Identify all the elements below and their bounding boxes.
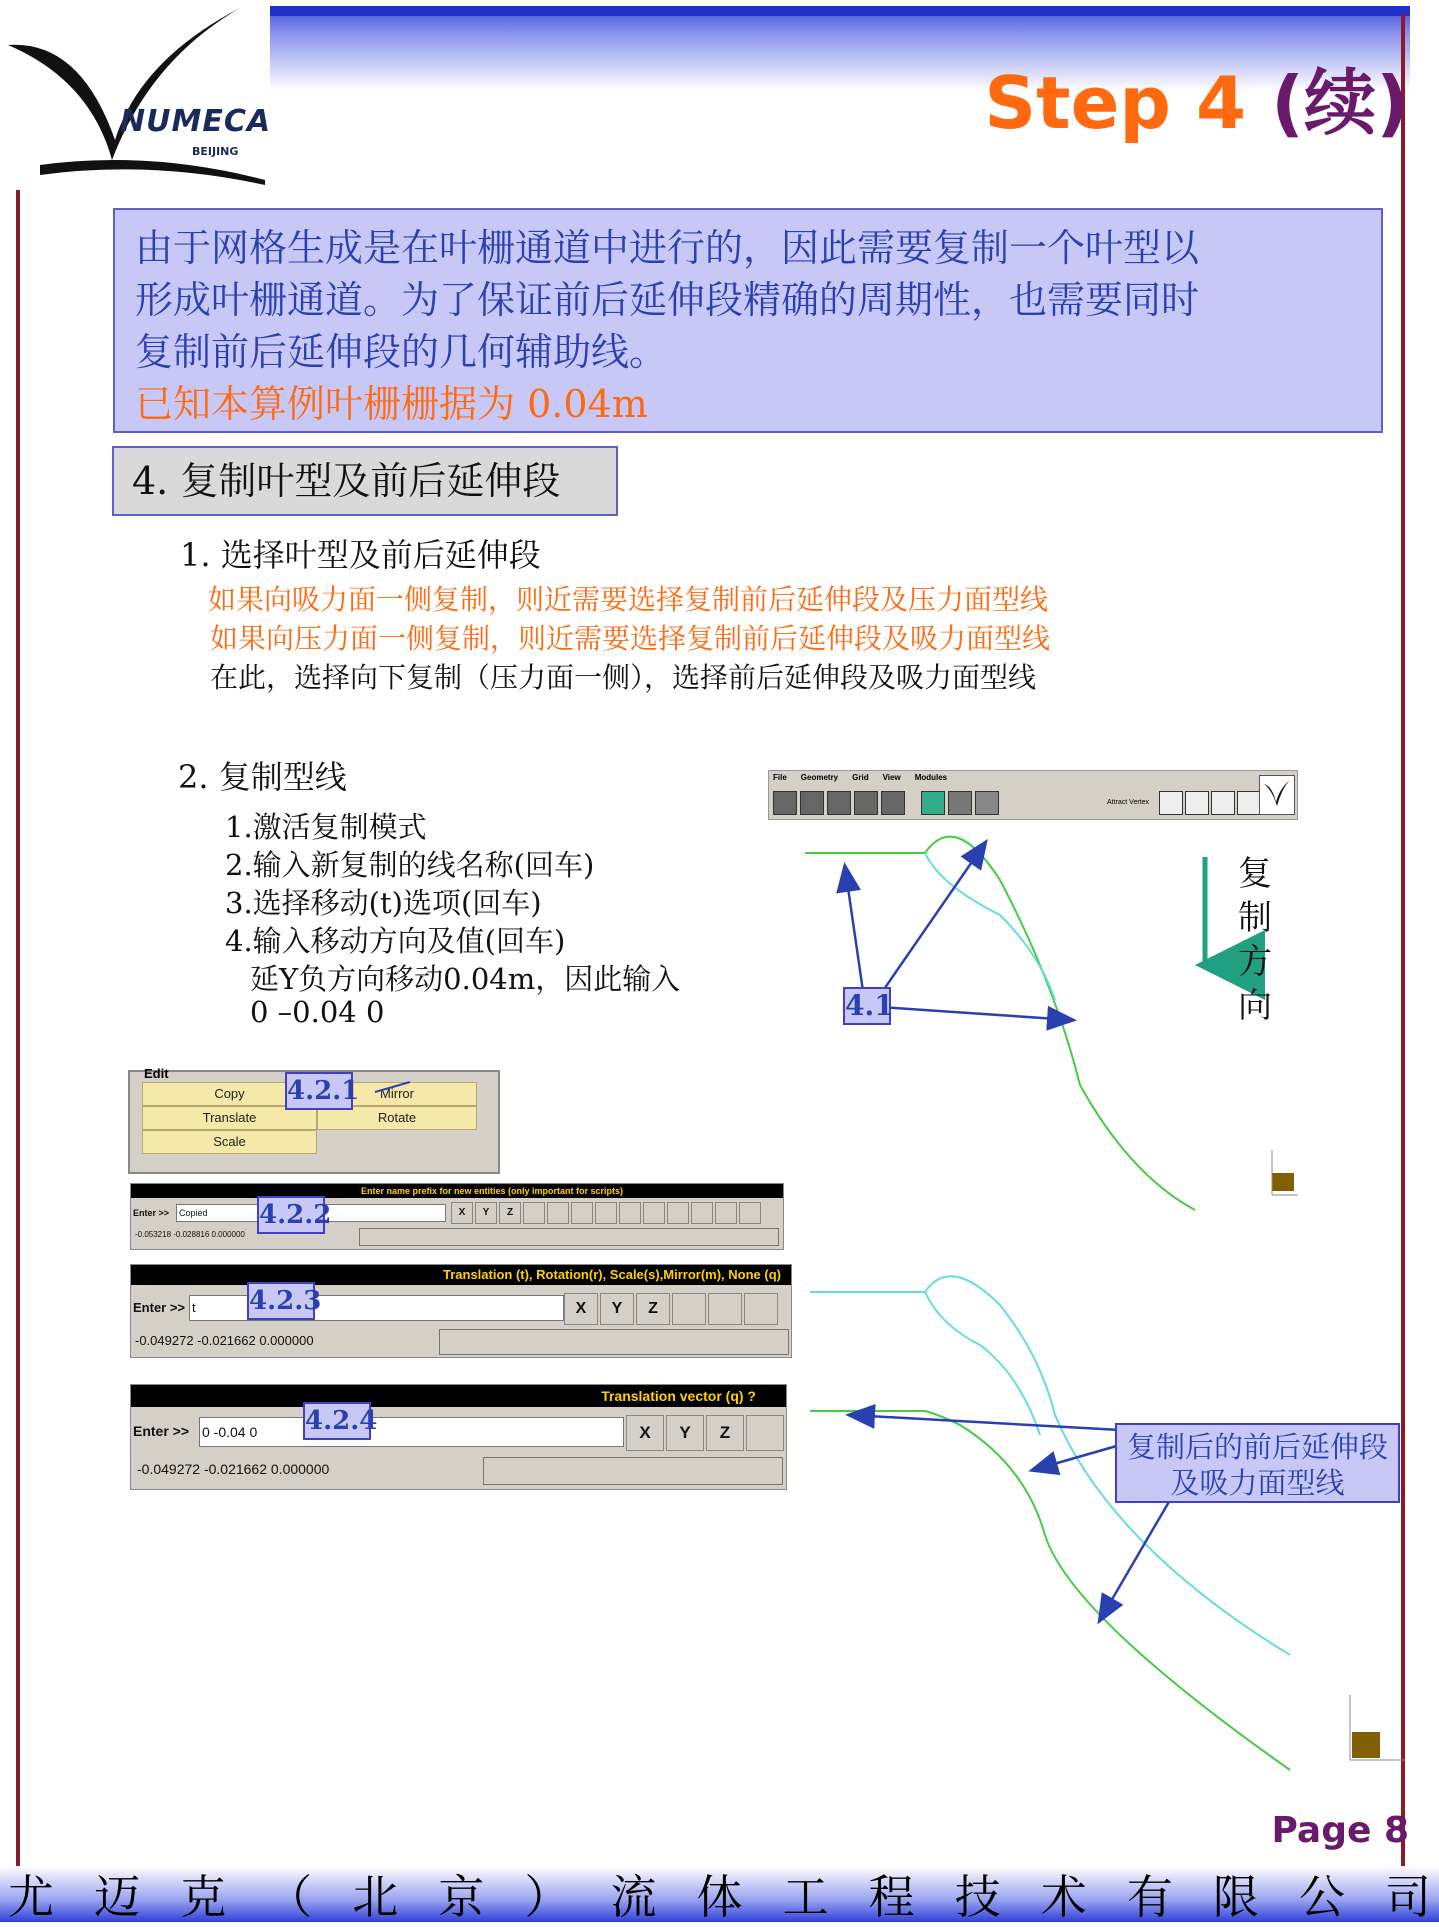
vertex-tool-icon[interactable] [1237,791,1261,815]
vector-prompt: Translation vector (q) ? [131,1385,786,1407]
menu-geometry[interactable]: Geometry [800,773,839,782]
rotate-y-icon[interactable] [619,1202,641,1224]
copy-direction-char: 制 [1238,898,1272,938]
enter-label: Enter >> [133,1423,190,1439]
file-open-icon[interactable] [773,791,797,815]
header-top-rule [270,6,1410,16]
logo-subtitle: BEIJING [192,145,239,158]
x-button[interactable]: X [626,1415,664,1451]
file-save-icon[interactable] [800,791,824,815]
print-icon[interactable] [739,1202,761,1224]
axes-icon[interactable] [672,1293,706,1325]
axis-gizmo-top [1272,1173,1294,1191]
curve-tool-icon[interactable] [1185,791,1209,815]
zoom-icon[interactable] [691,1202,713,1224]
app-toolbar [768,770,1298,820]
intro-highlight: 已知本算例叶栅栅据为 0.04m [135,382,648,426]
page-title [984,45,1409,149]
copy-direction-char: 方 [1238,942,1272,982]
footer-char: 尤 [8,1870,54,1924]
name-prompt: Enter name prefix for new entities (only important for scripts) [131,1184,783,1198]
cursor-coordinates: -0.049272 -0.021662 0.000000 [137,1461,330,1477]
footer-char: 技 [954,1870,1001,1924]
title-open-paren: ( [1271,61,1305,145]
x-button[interactable]: X [564,1293,598,1325]
status-field [359,1228,779,1246]
rotate-x-icon[interactable] [595,1202,617,1224]
step-line: 1.激活复制模式 [225,810,427,844]
copy-direction-char: 复 [1238,854,1272,894]
command-panel-name [130,1183,784,1250]
left-border-rule [16,190,20,1870]
rotate-view-icon[interactable] [708,1293,742,1325]
step-line: 2.输入新复制的线名称(回车) [225,848,595,882]
chart-icon[interactable] [921,791,945,815]
footer-char: 程 [868,1870,915,1924]
enter-label: Enter >> [133,1300,186,1315]
enter-label: Enter >> [133,1208,170,1218]
footer-char: 司 [1385,1870,1431,1924]
item-choice: 在此，选择向下复制（压力面一侧），选择前后延伸段及吸力面型线 [210,661,1037,694]
item-select: 1. 选择叶型及前后延伸段 [180,536,541,574]
cross-tool-icon[interactable] [1211,791,1235,815]
step-line: 0 –0.04 0 [250,995,385,1029]
title-step: Step 4 [984,61,1272,145]
copy-direction-char: 向 [1238,986,1272,1026]
footer-char: 京 [438,1870,485,1924]
cursor-coordinates: -0.049272 -0.021662 0.000000 [135,1333,314,1348]
logo-text: NUMECA [120,104,272,139]
transform-input[interactable]: t [189,1295,564,1321]
fit-view-icon[interactable] [715,1202,737,1224]
edit-panel-title: Edit [144,1066,169,1081]
menu-modules[interactable]: Modules [914,773,948,782]
rotate-view-icon[interactable] [547,1202,569,1224]
zoom-region-icon[interactable] [667,1202,689,1224]
footer-char: 有 [1126,1870,1173,1924]
footer-char: 工 [782,1870,829,1924]
intro-box [113,208,1383,433]
scale-button[interactable]: Scale [142,1130,317,1154]
footer-band [0,1866,1439,1922]
item-note-suction: 如果向吸力面一侧复制，则近需要选择复制前后延伸段及压力面型线 [208,583,1049,616]
label-4-2-2: 4.2.2 [257,1196,325,1234]
copied-lines-label: 复制后的前后延伸段及吸力面型线 [1115,1423,1400,1503]
pan-icon[interactable] [571,1202,593,1224]
section-heading: 4. 复制叶型及前后延伸段 [112,446,618,516]
rotate-z-icon[interactable] [643,1202,665,1224]
copied-edge-line [925,1292,1040,1435]
item-note-pressure: 如果向压力面一侧复制，则近需要选择复制前后延伸段及吸力面型线 [210,622,1051,655]
title-continued: 续 [1304,61,1377,145]
mesh-icon[interactable] [948,791,972,815]
command-panel-vector [130,1384,787,1490]
label-4-2-4: 4.2.4 [303,1402,371,1440]
y-button[interactable]: Y [600,1293,634,1325]
step-line: 4.输入移动方向及值(回车) [225,924,566,958]
numeca-mini-logo [1259,775,1295,815]
pan-icon[interactable] [744,1293,778,1325]
attract-vertex-label: Attract Vertex [1107,799,1150,806]
intro-line: 由于网格生成是在叶栅通道中进行的，因此需要复制一个叶型以 [135,226,1200,270]
page-number: Page 8 [1271,1810,1409,1851]
export-icon[interactable] [854,791,878,815]
step-line: 3.选择移动(t)选项(回车) [225,886,542,920]
transform-prompt: Translation (t), Rotation(r), Scale(s),Mirror(m), None (q) [131,1265,791,1285]
y-button[interactable]: Y [475,1202,497,1224]
footer-char: 北 [352,1870,399,1924]
translate-button[interactable]: Translate [142,1106,317,1130]
step-line: 延Y负方向移动0.04m，因此输入 [250,962,681,996]
footer-char: 体 [696,1870,743,1924]
mirror-button[interactable]: Mirror [317,1082,477,1106]
footer-char: 流 [610,1870,657,1924]
numeca-logo [0,0,270,200]
intro-line: 形成叶栅通道。为了保证前后延伸段精确的周期性，也需要同时 [135,278,1200,322]
status-field [483,1457,783,1485]
status-field [439,1329,789,1355]
intro-line: 复制前后延伸段的几何辅助线。 [135,330,668,374]
z-button[interactable]: Z [706,1415,744,1451]
right-border-rule [1401,14,1405,1869]
axes-icon[interactable] [746,1415,784,1451]
footer-char: 限 [1212,1870,1259,1924]
z-button[interactable]: Z [499,1202,521,1224]
x-button[interactable]: X [451,1202,473,1224]
footer-char: 克 [180,1870,227,1924]
edit-icon[interactable] [975,791,999,815]
line-tool-icon[interactable] [1159,791,1183,815]
folder-icon[interactable] [881,791,905,815]
name-input[interactable]: Copied [176,1204,446,1222]
item-copy-lines: 2. 复制型线 [178,758,347,796]
y-button[interactable]: Y [666,1415,704,1451]
footer-char: （ [266,1870,313,1924]
company-name [0,1866,1439,1922]
menu-view[interactable]: View [882,773,901,782]
axes-icon[interactable] [523,1202,545,1224]
cursor-coordinates: -0.053218 -0.028816 0.000000 [135,1230,245,1239]
label-4-2-1: 4.2.1 [285,1072,353,1110]
label-4-1: 4.1 [843,987,891,1025]
rotate-button[interactable]: Rotate [317,1106,477,1130]
copy-direction-label [1230,852,1280,1028]
footer-char: 术 [1040,1870,1087,1924]
vector-input[interactable]: 0 -0.04 0 [199,1417,624,1447]
blade-geometry-view [800,825,1300,1795]
title-close-paren: ) [1376,61,1409,145]
axis-gizmo-bottom [1340,1690,1410,1765]
original-suction-line [925,853,1055,1000]
z-button[interactable]: Z [636,1293,670,1325]
footer-char: 公 [1298,1870,1345,1924]
copy-button[interactable]: Copy [142,1082,317,1106]
footer-char: ） [524,1870,571,1924]
menu-file[interactable]: File [773,773,787,782]
menu-grid[interactable]: Grid [852,773,869,782]
label-4-2-3: 4.2.3 [247,1282,315,1320]
import-icon[interactable] [827,791,851,815]
command-panel-transform [130,1264,792,1358]
footer-char: 迈 [94,1870,141,1924]
